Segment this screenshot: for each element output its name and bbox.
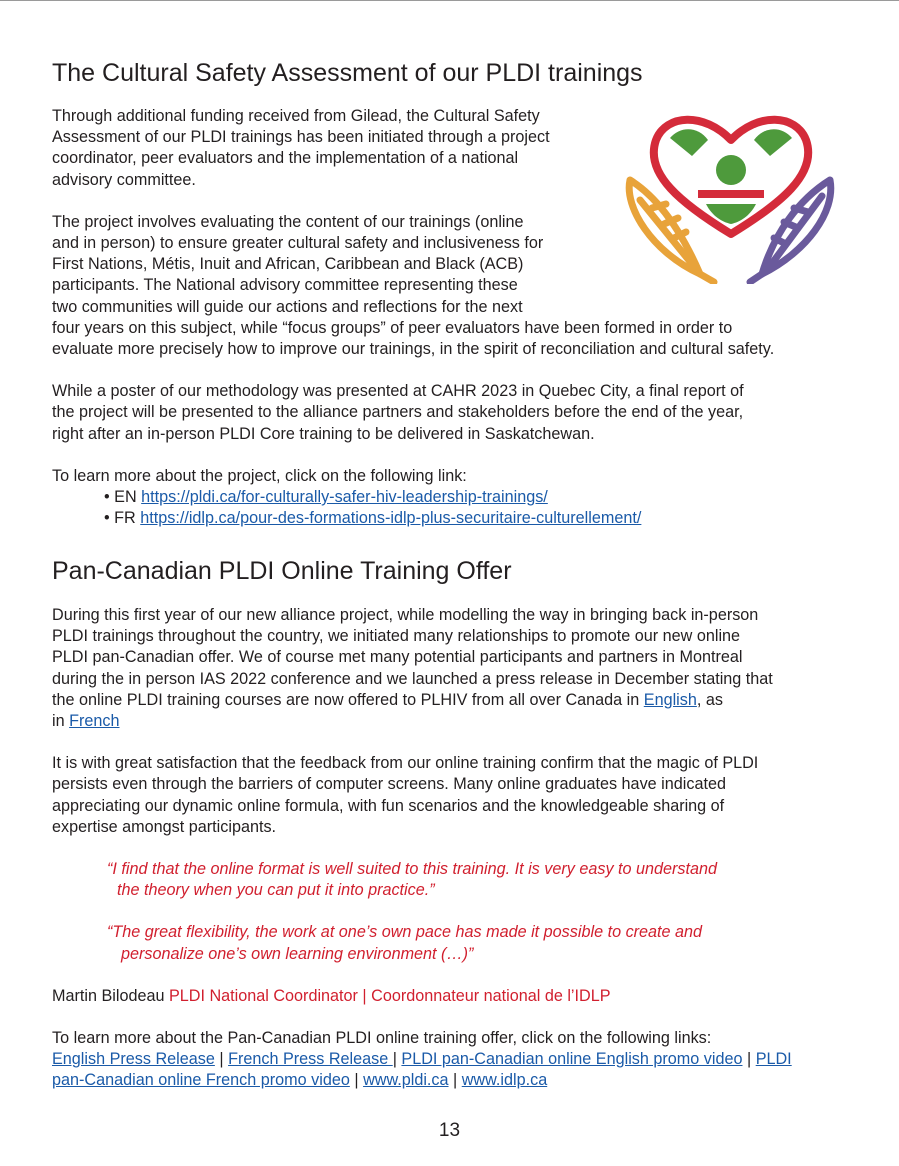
section-body-online-offer — [52, 605, 852, 1092]
paragraph-poster: While a poster of our methodology was presented at CAHR 2023 in Quebec City, a final report of the project will be presented to the alliance partners and stakeholders before the end of the year, right after an in-person PLDI Core training to be delivered in Saskatchewan. — [52, 382, 744, 443]
learn-more-offer: To learn more about the Pan-Canadian PLDI online training offer, click on the following links: — [52, 1029, 712, 1048]
list-item: • EN https://pldi.ca/for-culturally-safer-hiv-leadership-trainings/ — [104, 488, 548, 507]
quote-flexibility: “The great flexibility, the work at one’s own pace has made it possible to create and personalize one’s own learning environment (…)” — [107, 923, 703, 963]
paragraph-project: The project involves evaluating the content of our trainings (online and in person) to ensure greater cultural safety and inclusiveness for First Nations, Métis, Inuit and African, Caribbean and Black (ACB) participants. The National advisory committee representing these two communities will guide our actions and reflections for the next four years on this subject, while “focus groups” of peer evaluators have been formed in order to evaluate more precisely how to improve our trainings, in the spirit of reconciliation and cultural safety. — [52, 212, 775, 359]
list-item: • FR https://idlp.ca/pour-des-formations-idlp-plus-securitaire-culturellement/ — [104, 509, 642, 528]
signature-title: PLDI National Coordinator | Coordonnateur national de l’IDLP — [164, 986, 611, 1005]
paragraph-alliance: During this first year of our new alliance project, while modelling the way in bringing back in-person PLDI trainings throughout the country, we initiated many relationships to promote our new online PLDI pan-Canadian offer. We of course met many potential participants and partners in Montreal during the in person IAS 2022 conference and we launched a press release in December stating that the online PLDI training courses are now offered to PLHIV from all over Canada in English, as in French — [52, 606, 773, 731]
link-english[interactable]: English — [643, 690, 697, 709]
link-french-promo-video[interactable]: PLDI pan-Canadian online French promo video — [52, 1050, 792, 1090]
learn-more-project: To learn more about the project, click on the following link: — [52, 466, 467, 485]
link-french[interactable]: French — [69, 712, 120, 731]
section-body-cultural-safety — [52, 106, 852, 529]
paragraph-funding: Through additional funding received from Gilead, the Cultural Safety Assessment of our PLDI trainings has been initiated through a project coordinator, peer evaluators and the implementation of a national advisory committee. — [52, 107, 550, 189]
link-english-press-release[interactable]: English Press Release — [52, 1050, 215, 1069]
signature — [52, 986, 852, 1007]
section-title-cultural-safety: The Cultural Safety Assessment of our PLDI trainings — [52, 59, 643, 87]
link-pldi[interactable]: www.pldi.ca — [363, 1071, 449, 1090]
link-idlp[interactable]: www.idlp.ca — [461, 1071, 548, 1090]
link-french-press-release[interactable]: French Press Release — [228, 1050, 393, 1069]
top-rule — [0, 0, 899, 1]
paragraph-feedback: It is with great satisfaction that the feedback from our online training confirm that the magic of PLDI persists even through the barriers of computer screens. Many online graduates have indicated appreciating our dynamic online formula, with fun scenarios and the knowledgeable sharing of expertise amongst participants. — [52, 754, 759, 836]
page-number: 13 — [438, 1120, 461, 1141]
link-english-promo-video[interactable]: PLDI pan-Canadian online English promo video — [401, 1050, 743, 1069]
link-list — [52, 487, 852, 529]
links-footer: English Press Release | French Press Release | PLDI pan-Canadian online English promo video | PLDI pan-Canadian online French promo video | www.pldi.ca | www.idlp.ca — [52, 1050, 792, 1090]
quote-online-format: “I find that the online format is well suited to this training. It is very easy to understand the theory when you can put it into practice.” — [107, 860, 718, 900]
section-title-online-offer: Pan-Canadian PLDI Online Training Offer — [52, 557, 512, 585]
signature-name: Martin Bilodeau — [52, 986, 165, 1005]
link-en-culturally-safer[interactable]: https://pldi.ca/for-culturally-safer-hiv-leadership-trainings/ — [141, 488, 548, 507]
link-fr-securitaire[interactable]: https://idlp.ca/pour-des-formations-idlp-plus-securitaire-culturellement/ — [140, 509, 642, 528]
